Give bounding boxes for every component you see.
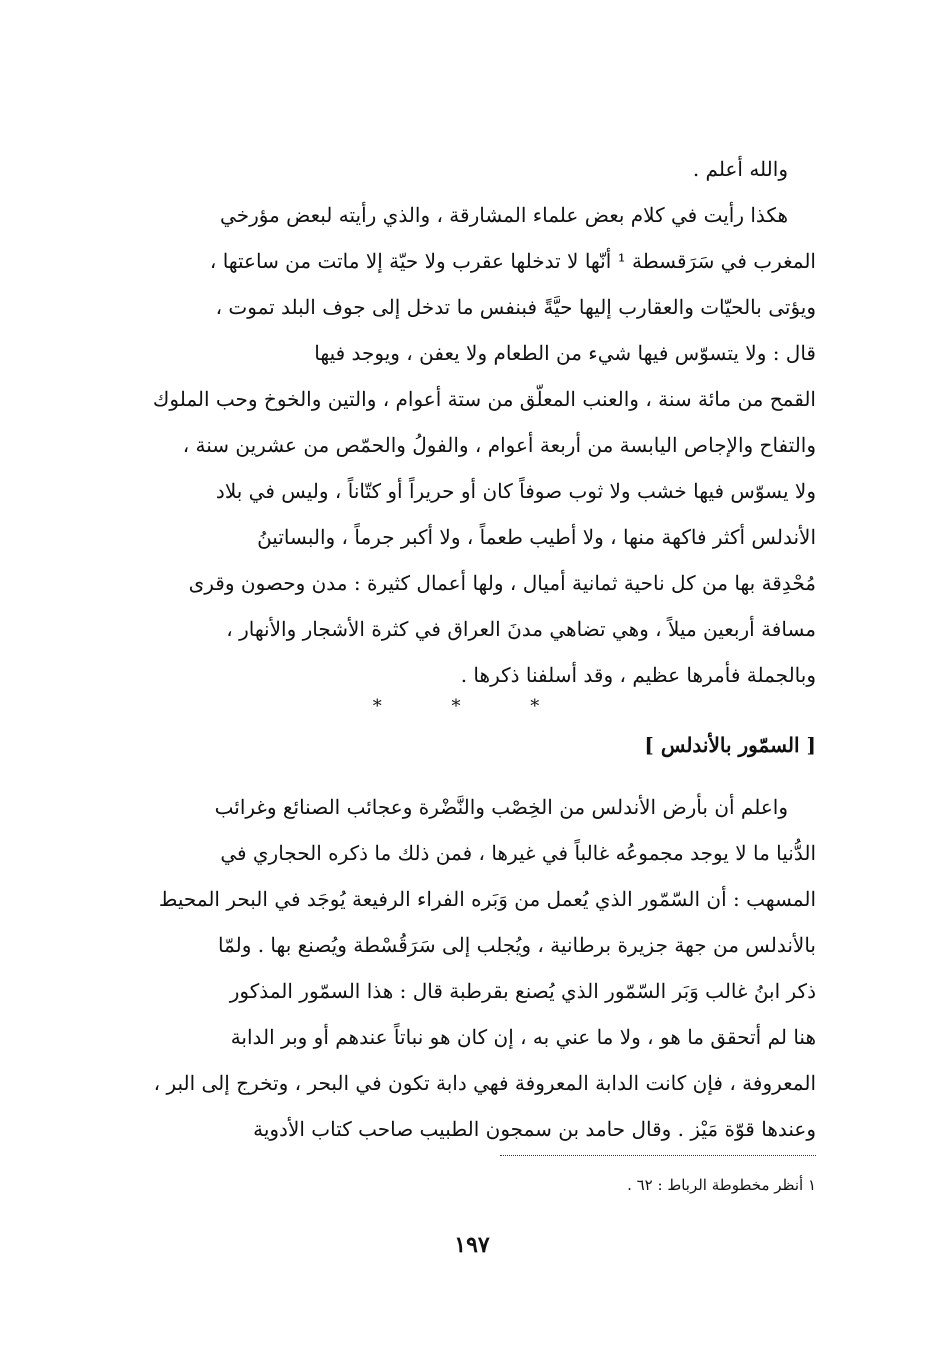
- paragraph-line: مُحْدِقة بها من كل ناحية ثمانية أميال ، ولها أعمال كثيرة : مدن وحصون وقرى: [188, 571, 816, 595]
- paragraph-line: وبالجملة فأمرها عظيم ، وقد أسلفنا ذكرها .: [460, 663, 816, 687]
- paragraph-line: المسهب : أن السّمّور الذي يُعمل من وَبَره الفراء الرفيعة يُوجَد في البحر المحيط: [158, 887, 816, 911]
- paragraph-line: هكذا رأيت في كلام بعض علماء المشارقة ، والذي رأيته لبعض مؤرخي: [220, 203, 788, 227]
- paragraph-saragossa: [128, 192, 816, 698]
- paragraph-line: القمح من مائة سنة ، والعنب المعلّق من ستة أعوام ، والتين والخوخ وحب الملوك: [152, 387, 816, 411]
- paragraph-sable: [128, 784, 816, 1152]
- paragraph-line: المغرب في سَرَقسطة ¹ أنّها لا تدخلها عقرب ولا حيّة إلا ماتت من ساعتها ،: [209, 249, 816, 273]
- page-number: ١٩٧: [454, 1232, 490, 1258]
- paragraph-line: مسافة أربعين ميلاً ، وهي تضاهي مدنَ العراق في كثرة الأشجار والأنهار ،: [226, 617, 816, 641]
- paragraph-line: ولا يسوّس فيها خشب ولا ثوب صوفاً كان أو حريراً أو كتّاناً ، وليس في بلاد: [215, 479, 816, 503]
- section-heading: [ السمّور بالأندلس ]: [644, 733, 816, 757]
- opening-line-text: والله أعلم .: [692, 157, 788, 181]
- footnote-divider: [500, 1155, 816, 1156]
- paragraph-line: المعروفة ، فإن كانت الدابة المعروفة فهي دابة تكون في البحر ، وتخرج إلى البر ،: [153, 1071, 816, 1095]
- paragraph-line: بالأندلس من جهة جزيرة برطانية ، ويُجلب إلى سَرَقُسْطة ويُصنع بها . ولمّا: [217, 933, 816, 957]
- paragraph-line: قال : ولا يتسوّس فيها شيء من الطعام ولا يعفن ، ويوجد فيها: [314, 341, 816, 365]
- paragraph-line: هنا لم أتحقق ما هو ، ولا ما عني به ، إن كان هو نباتاً عندهم أو وبر الدابة: [230, 1025, 816, 1049]
- paragraph-line: وعندها قوّة مَيْز . وقال حامد بن سمجون الطبيب صاحب كتاب الأدوية: [253, 1117, 816, 1141]
- paragraph-line: ويؤتى بالحيّات والعقارب إليها حيَّةً فبنفس ما تدخل إلى جوف البلد تموت ،: [215, 295, 816, 319]
- section-separator: * * *: [372, 696, 572, 717]
- paragraph-line: والتفاح والإجاص اليابسة من أربعة أعوام ، والفولُ والحمّص من عشرين سنة ،: [182, 433, 816, 457]
- paragraph-line: واعلم أن بأرض الأندلس من الخِصْب والنَّضْرة وعجائب الصنائع وغرائب: [214, 795, 788, 819]
- paragraph-line: الدُّنيا ما لا يوجد مجموعُه غالباً في غيرها ، فمن ذلك ما ذكره الحجاري في: [220, 841, 816, 865]
- paragraph-line: الأندلس أكثر فاكهة منها ، ولا أطيب طعماً ، ولا أكبر جرماً ، والبساتينُ: [257, 525, 816, 549]
- opening-line: [128, 146, 816, 192]
- paragraph-line: ذكر ابنُ غالب وَبَر السّمّور الذي يُصنع بقرطبة قال : هذا السمّور المذكور: [229, 979, 816, 1003]
- footnote: ١ أنظر مخطوطة الرباط : ٦٢ .: [627, 1176, 816, 1194]
